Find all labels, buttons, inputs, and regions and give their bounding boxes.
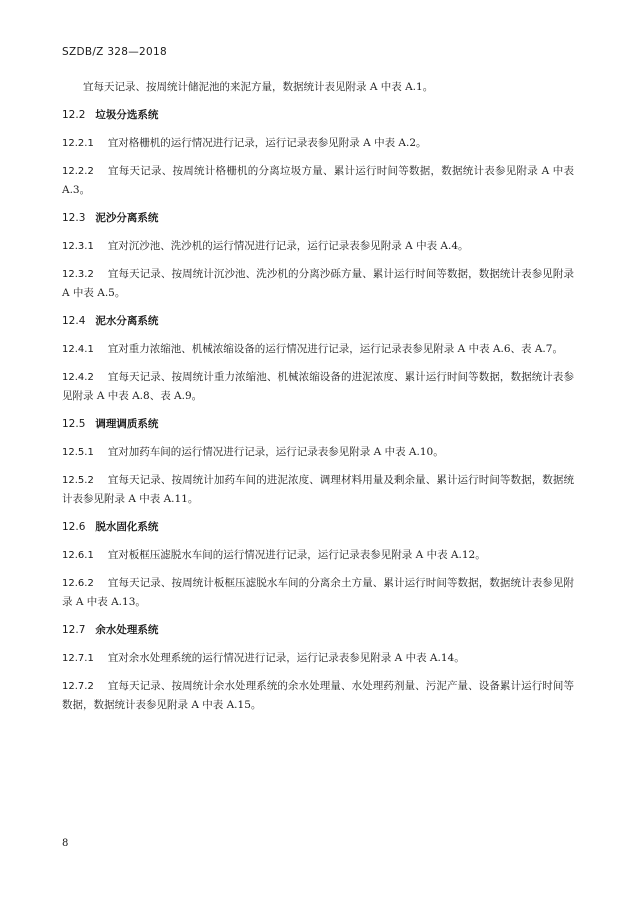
section-heading: [62, 621, 574, 640]
clause-text: 宜每天记录、按周统计加药车间的进泥浓度、调理材料用量及剩余量、累计运行时间等数据，数据统计表参见附录 A 中表 A.11。: [62, 474, 574, 505]
clause-number: 12.7.1: [62, 653, 94, 664]
clause-number: 12.6.2: [62, 578, 94, 589]
clause-paragraph: [62, 134, 574, 153]
clause-number: 12.7.2: [62, 681, 94, 692]
section-list: [62, 106, 574, 715]
document-body: [62, 78, 574, 724]
clause-paragraph: [62, 574, 574, 612]
section-heading: [62, 209, 574, 228]
clause-number: 12.2.2: [62, 166, 94, 177]
section-title: 垃圾分选系统: [95, 109, 159, 121]
clause-paragraph: [62, 677, 574, 715]
section-heading: [62, 312, 574, 331]
standard-code: SZDB/Z 328—2018: [62, 46, 167, 58]
clause-number: 12.6.1: [62, 550, 94, 561]
clause-text: 宜每天记录、按周统计重力浓缩池、机械浓缩设备的进泥浓度、累计运行时间等数据，数据统计表参见附录 A 中表 A.8、表 A.9。: [62, 371, 574, 402]
section-number: 12.4: [62, 315, 86, 327]
section-title: 调理调质系统: [95, 418, 159, 430]
section-heading: [62, 106, 574, 125]
section-heading: [62, 518, 574, 537]
clause-text: 宜对板框压滤脱水车间的运行情况进行记录，运行记录表参见附录 A 中表 A.12。: [107, 549, 486, 561]
clause-paragraph: [62, 237, 574, 256]
clause-text: 宜每天记录、按周统计沉沙池、洗沙机的分离沙砾方量、累计运行时间等数据，数据统计表参见附录 A 中表 A.5。: [62, 268, 574, 299]
clause-paragraph: [62, 649, 574, 668]
clause-number: 12.2.1: [62, 138, 94, 149]
clause-number: 12.4.2: [62, 372, 94, 383]
clause-text: 宜对余水处理系统的运行情况进行记录，运行记录表参见附录 A 中表 A.14。: [107, 652, 465, 664]
clause-number: 12.3.2: [62, 269, 94, 280]
section-title: 脱水固化系统: [95, 521, 159, 533]
clause-number: 12.3.1: [62, 241, 94, 252]
section-number: 12.3: [62, 212, 86, 224]
clause-text: 宜每天记录、按周统计余水处理系统的余水处理量、水处理药剂量、污泥产量、设备累计运行时间等数据，数据统计表参见附录 A 中表 A.15。: [62, 680, 574, 711]
clause-text: 宜对加药车间的运行情况进行记录，运行记录表参见附录 A 中表 A.10。: [107, 446, 444, 458]
clause-paragraph: [62, 265, 574, 303]
section-number: 12.6: [62, 521, 86, 533]
clause-text: 宜每天记录、按周统计板框压滤脱水车间的分离余土方量、累计运行时间等数据，数据统计表参见附录 A 中表 A.13。: [62, 577, 574, 608]
clause-paragraph: [62, 368, 574, 406]
section-number: 12.2: [62, 109, 86, 121]
section-title: 泥沙分离系统: [95, 212, 159, 224]
clause-paragraph: [62, 443, 574, 462]
section-title: 泥水分离系统: [95, 315, 159, 327]
clause-number: 12.4.1: [62, 344, 94, 355]
clause-paragraph: [62, 340, 574, 359]
clause-text: 宜对格栅机的运行情况进行记录，运行记录表参见附录 A 中表 A.2。: [107, 137, 427, 149]
clause-paragraph: [62, 471, 574, 509]
page-number: 8: [62, 838, 69, 849]
section-heading: [62, 415, 574, 434]
clause-text: 宜每天记录、按周统计格栅机的分离垃圾方量、累计运行时间等数据，数据统计表参见附录 A 中表 A.3。: [62, 165, 574, 196]
clause-text: 宜对沉沙池、洗沙机的运行情况进行记录，运行记录表参见附录 A 中表 A.4。: [107, 240, 469, 252]
clause-paragraph: [62, 546, 574, 565]
intro-paragraph: 宜每天记录、按周统计储泥池的来泥方量，数据统计表见附录 A 中表 A.1。: [83, 81, 434, 93]
clause-text: 宜对重力浓缩池、机械浓缩设备的运行情况进行记录，运行记录表参见附录 A 中表 A.6、表 A.7。: [107, 343, 563, 355]
section-number: 12.7: [62, 624, 86, 636]
clause-number: 12.5.1: [62, 447, 94, 458]
clause-number: 12.5.2: [62, 475, 94, 486]
section-number: 12.5: [62, 418, 86, 430]
clause-paragraph: [62, 162, 574, 200]
section-title: 余水处理系统: [95, 624, 159, 636]
